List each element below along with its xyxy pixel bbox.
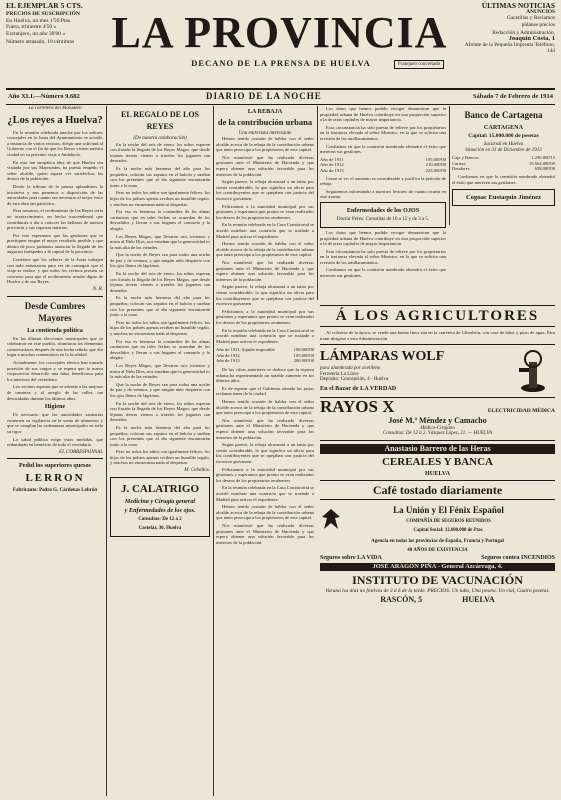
article-paragraph: Es la noche más hermosa del año para los pequeños; colocan sus zapatos en el balcón y sueñan con los presentes que al día siguiente encontrarán junto a la cuna.: [110, 165, 210, 188]
table-cell: 195.000'00: [293, 352, 314, 358]
ad-line: COMPAÑÍA DE SEGUROS REUNIDOS: [406, 518, 491, 524]
article-paragraph: Que la noche de Reyes sea para todos una noche de paz y de ventura, y que ningún niño despierte con los ojos llenos de lágrimas.: [110, 381, 210, 398]
article-headline: ¿Los reyes a Huelva?: [7, 114, 103, 126]
ad-hours: Consultas: De 12 á 2: [138, 516, 182, 522]
article-paragraph: En la reunión celebrada anoche por los señores concejales en la Junta del Ayuntamiento se acordó, a instancia de varios vecinos, dirigir una solicitud al Gobierno con el fin de que los Reyes visiten nuestra ciudad en su próximo viaje a Andalucía.: [7, 129, 103, 157]
article-paragraph: La salud pública exige estas medidas, que redundarán en beneficio de todo el vecindario.: [7, 436, 103, 448]
ad-line: Doctor Pérez. Consultas de 10 a 12 y de 3 a 5.: [336, 216, 430, 222]
article-paragraph: De las cifras anteriores se deduce que la riqueza urbana ha experimentado un notable aumento en los últimos años.: [216, 367, 314, 384]
article-paragraph: Pero no todos los niños son igualmente felices: los hijos de los pobres apenas reciben un humilde regalo, y muchos no encuentran nada al despertar.: [110, 190, 210, 207]
article-paragraph: En la noche del seis de enero, los niños esperan con ilusión la llegada de los Reyes Magos, que desde lejanas tierras vienen a traerles los juguetes tan deseados.: [110, 400, 210, 423]
ad-line: Consultas: De 12 á 2. Vázquez López, 21. — HUELVA: [382, 431, 493, 437]
ad-line: 40 AÑOS DE EXISTENCIA: [407, 547, 468, 553]
table-cell: 658.000'00: [534, 166, 555, 172]
franqueo-stamp: Franqueo concertado: [394, 60, 444, 69]
table-cell: Año de 1912: [320, 162, 344, 168]
newspaper-title: LA PROVINCIA: [111, 8, 448, 57]
table-cell: Año de 1913: [216, 358, 240, 364]
table-cell: 190.000'00: [293, 347, 314, 353]
ad-brand: LERRON: [25, 472, 85, 485]
back-issues-note: Número atrasado, 10 céntimos: [6, 39, 75, 46]
article-kicker: Higiene: [44, 403, 66, 411]
newspaper-subtitle: DECANO DE LA PRENSA DE HUELVA: [191, 58, 371, 68]
lamp-illustration-icon: [511, 348, 555, 394]
divider: [320, 499, 555, 500]
ad-line: Depósito: Concepción, 4 - Huelva: [320, 377, 389, 383]
article-paragraph: Nos manifestó que ha realizado diversas gestiones ante el Ministerio de Hacienda y que espera obtener una solución favorable para los intereses de la población.: [216, 522, 314, 545]
subscription-line: Fuera, trimestre 4'50 »: [6, 24, 57, 31]
ads-line: pídanse precios: [521, 21, 555, 28]
article-paragraph: Desde la tribuna de la prensa aplaudimos la iniciativa y nos ponemos a disposición de las autoridades para cuanto sea necesario al mejor éxito de esta obra tan patriótica.: [7, 183, 103, 206]
doctor-ad: [110, 477, 210, 537]
bank-line: Situación en 31 de Diciembre de 1913: [465, 147, 542, 153]
column-rule: [106, 106, 107, 796]
table-cell: Deudores: [452, 166, 470, 172]
table-row: [320, 168, 446, 174]
article-paragraph: Hemos tenido ocasión de hablar con el señor alcalde acerca de la rebaja de la contribución urbana que tanto preocupa a los propietarios de esta capital.: [216, 136, 314, 153]
article-paragraph: Para nosotros, el recibimiento de los Reyes sería un acontecimiento, un hecho trascendental que contribuiría a dar a conocer las bellezas de nuestra provincia y sus riquezas mineras.: [7, 208, 103, 231]
divider: [320, 344, 555, 345]
article-paragraph: Los datos que hemos podido recoger demuestran que la propiedad urbana de Huelva contribuye en una proporción superior a la de otras capitales de mayor importancia.: [320, 229, 446, 247]
ad-title: Pedid los superiores quesos: [19, 462, 91, 470]
bank-capital: Capital: 15.000.000 de pesetas: [468, 133, 539, 139]
article-paragraph: Pero no todos los niños son igualmente felices: los hijos de los pobres apenas reciben un humilde regalo, y muchos no encuentran nada al despertar.: [110, 449, 210, 466]
article-paragraph: Según parece, la rebaja alcanzará a un tanto por ciento considerable, lo que significa un alivio para los contribuyentes que se quejaban con justicia del excesivo gravamen.: [216, 179, 314, 202]
article-kicker: LA REBAJA: [247, 108, 283, 115]
cognac-ad: [452, 189, 555, 206]
admin-label: Redacción y Administración,: [492, 29, 555, 36]
article-paragraph: Esta circunstancia ha sido puesta de relieve por los propietarios en la instancia elevada al señor Ministro, en la que se solicita una revisión de los amillaramientos.: [320, 124, 446, 141]
ad-footer: RASCÓN, 5 HUELVA: [380, 595, 495, 605]
ad-title: J. CALATRIGO: [120, 482, 200, 495]
issue-date: Sábado 7 de Febrero de 1914: [472, 93, 553, 100]
table-cell: 225.000'00: [425, 167, 446, 173]
article-paragraph: Nos manifestó que ha realizado diversas gestiones ante el Ministerio de Hacienda y que espera obtener una solución favorable para los intereses de la población.: [216, 259, 314, 282]
phoenix-emblem-icon: [320, 507, 342, 531]
ad-headline: LÁMPARAS WOLF: [320, 349, 445, 365]
ad-line: Seguros sobre LA VIDA: [320, 554, 382, 561]
ad-body: Vacuna los días no festivos de 3 á 6 de la tarde. PRECIOS: Un tubo, Una peseta. Un vial, Cuatro pesetas.: [325, 587, 550, 594]
ad-agent: JOSÉ ARAGÓN PIÑA - General Azcárraga, 4.: [320, 563, 555, 571]
article-paragraph: Pero no todos los niños son igualmente felices: los hijos de los pobres apenas reciben un humilde regalo, y muchos no encuentran nada al despertar.: [110, 319, 210, 336]
article-paragraph: Los Reyes Magos, que llevaron oro, incienso y mirra al Niño Dios, nos enseñan que la generosidad es la más alta de las virtudes.: [110, 362, 210, 380]
ad-line: Medicina y Cirugía general: [124, 497, 196, 505]
article-paragraph: En la reunión celebrada en la Casa Consistorial se acordó nombrar una comisión que se traslade a Madrid para activar el expediente.: [216, 222, 314, 239]
divider: [320, 440, 555, 441]
insurance-types: [320, 556, 555, 562]
table-cell: Año de 1911: [320, 156, 344, 162]
table-row: [452, 166, 555, 172]
column-rule: [317, 106, 318, 300]
admin-phone: Afrente de la Pequeña Imprenta Teléfono, 144: [464, 42, 555, 55]
bank-subtitle: CARTAGENA: [483, 124, 524, 131]
article-paragraph: Los vecinos esperan que se atienda a las mejoras de caminos y al arreglo de las calles, tan descuidadas durante los últimos años.: [7, 384, 103, 401]
article-paragraph: Nos manifestó que ha realizado diversas gestiones ante el Ministerio de Hacienda y que espera obtener una solución favorable para los intereses de la población.: [216, 154, 314, 177]
article-paragraph: Por eso es hermosa la costumbre de las almas caritativas que en tales fechas se acuerdan de los desvalidos y llevan a sus hogares el consuelo y la alegría.: [110, 209, 210, 231]
ad-line: Seguros contra INCENDIOS: [481, 554, 555, 561]
article-paragraph: Seguiremos informando a nuestros lectores de cuanto ocurra en este asunto.: [320, 188, 446, 200]
column-5: [452, 106, 555, 225]
ad-line: Médico-Cirujano: [420, 425, 455, 431]
article-signature: M. Ceballos.: [184, 468, 210, 474]
ad-body: Al volverse de la época, se vende una buena finca sita en la carretera de Gibraleón, con casa de labor y pozo de agua. Para tratar dirigirse a esta Administración.: [320, 330, 555, 341]
ad-headline: Á LOS AGRICULTORES: [320, 305, 555, 327]
ad-headline: Café tostado diariamente: [372, 482, 503, 497]
article-kicker: La carretera del Matadero: [28, 106, 82, 111]
divider: [7, 458, 103, 459]
article-paragraph: Como se ve, el aumento es considerable y justifica la petición de rebaja.: [320, 175, 446, 187]
article-paragraph: Hemos tenido ocasión de hablar con el señor alcalde acerca de la rebaja de la contribución urbana que tanto preocupa a los propietarios de esta capital.: [216, 399, 314, 416]
ad-line: ELECTRICIDAD MÉDICA: [487, 408, 555, 415]
ad-line: Capital Social: 12.000.000 de Ptas.: [413, 527, 484, 533]
masthead-left: [6, 3, 96, 45]
ad-line: Fabricante: Pedro G. Cárdenas Lebrón: [12, 488, 98, 494]
ad-line: para alumbrado por acetileno: [320, 366, 381, 372]
subscription-line: Extranjero, un año 30'00 »: [6, 30, 66, 37]
article-paragraph: Confiamos en que la comisión nombrada obtendrá el éxito que merecen sus gestiones.: [452, 173, 555, 185]
article-paragraph: Es necesario que las autoridades sanitarias extremen su vigilancia en la venta de alimentos y que se cumplan las ordenanzas municipales en todo su rigor.: [7, 412, 103, 434]
article-paragraph: En la reunión celebrada en la Casa Consistorial se acordó nombrar una comisión que se traslade a Madrid para activar el expediente.: [216, 327, 314, 344]
ad-headline: La Unión y El Fénix Español: [393, 504, 504, 515]
table-cell: Caja y Bancos: [452, 155, 479, 161]
article-paragraph: Según parece, la rebaja alcanzará a un tanto por ciento considerable, lo que significa un alivio para los contribuyentes que se quejaban con justicia del excesivo gravamen.: [216, 284, 314, 307]
article-paragraph: En las últimas elecciones municipales que se celebraron en este pueblo, triunfaron los elementos conservadores después de una lucha reñida, que dio lugar a muchos comentarios en la localidad.: [7, 335, 103, 358]
admin-name: Joaquín Costa, 1: [508, 35, 555, 43]
divider: [7, 296, 103, 297]
table-cell: Año de 1913: [320, 167, 344, 173]
article-paragraph: Es la noche más hermosa del año para los pequeños; colocan sus zapatos en el balcón y sueñan con los presentes que al día siguiente encontrarán junto a la cuna.: [110, 295, 210, 318]
article-paragraph: Por eso es hermosa la costumbre de las almas caritativas que en tales fechas se acuerdan de los desvalidos y llevan a sus hogares el consuelo y la alegría.: [110, 338, 210, 361]
article-paragraph: En la noche del seis de enero, los niños esperan con ilusión la llegada de los Reyes Magos, que desde lejanas tierras vienen a traerles los juguetes tan deseados.: [110, 141, 210, 164]
article-subkicker: Una entrevista interesante: [238, 130, 292, 136]
table-cell: 195.000'00: [425, 156, 446, 162]
rayos-ad: [320, 397, 555, 417]
column-4: [320, 106, 446, 300]
subscription-title: PRECIOS DE SUSCRIPCIÓN: [6, 11, 80, 18]
article-paragraph: Nos manifestó que ha realizado diversas gestiones ante el Ministerio de Hacienda y que espera obtener una solución favorable para los intereses de la población.: [216, 417, 314, 440]
column-rule: [213, 106, 214, 796]
article-paragraph: Actualmente, los concejales electos han tomado posesión de sus cargos y se espera que la nueva corporación desarrolle una labor beneficiosa para los intereses del vecindario.: [7, 360, 103, 382]
article-paragraph: Felicitamos a la autoridad municipal por sus gestiones y esperamos que pronto se vean realizados los deseos de los propietarios onubenses.: [216, 308, 314, 325]
article-paragraph: Felicitamos a la autoridad municipal por sus gestiones y esperamos que pronto se vean realizados los deseos de los propietarios onubenses.: [216, 203, 314, 220]
ad-line: Ferretería La Llave: [320, 371, 359, 377]
article-paragraph: Por esto esperamos que las gestiones que se practiquen tengan el mejor resultado posible y que dentro de poco podamos anunciar la llegada de los augustos huéspedes a la capital de la provincia.: [7, 232, 103, 255]
article-paragraph: Es de esperar que el Gobierno atienda las justas reclamaciones de la ciudad.: [216, 385, 314, 397]
dateline: [6, 88, 555, 105]
ad-headline: Anastasio Barrero de las Heras: [320, 444, 555, 454]
article-kicker: La contienda política: [27, 326, 83, 334]
insurance-ad: [320, 503, 555, 536]
table-row: [216, 358, 314, 364]
edition-label: DIARIO DE LA NOCHE: [206, 91, 322, 101]
bank-line: Sucursal en Huelva: [483, 142, 524, 147]
article-paragraph: Que la noche de Reyes sea para todos una noche de paz y de ventura, y que ningún niño despierte con los ojos llenos de lágrimas.: [110, 252, 210, 269]
article-kicker: (De nuestra colaboración): [133, 136, 187, 141]
table-cell: 1.290.000'15: [531, 155, 555, 161]
article-signature: EL CORRESPONSAL: [59, 449, 103, 455]
issue-number: Año XLI.—Número 9.682: [8, 93, 80, 100]
article-paragraph: Según parece, la rebaja alcanzará a un tanto por ciento considerable, lo que significa un alivio para los contribuyentes que se quejaban con justicia del excesivo gravamen.: [216, 442, 314, 464]
lamp-ad: [320, 348, 555, 394]
article-paragraph: Conviene que los señores de la Junta trabajen con todo entusiasmo para ver de conseguir que el viaje se realice, y que todos los vecinos presten su concurso para que el recibimiento resulte digno de Huelva y de sus Reyes.: [7, 257, 103, 285]
article-signature: N. R.: [92, 287, 103, 293]
column-1: [7, 106, 103, 796]
article-headline: de la contribución urbana: [217, 117, 313, 127]
ad-line: En el Bazar de LA VERDAD: [320, 384, 397, 392]
table-cell: 210.000'00: [425, 162, 446, 168]
article-paragraph: Confiamos en que la comisión nombrada obtendrá el éxito que merecen sus gestiones.: [320, 143, 446, 155]
article-paragraph: Felicitamos a la autoridad municipal por sus gestiones y esperamos que pronto se vean realizados los deseos de los propietarios onubenses.: [216, 466, 314, 483]
ad-line: Agencia en todas las provincias de España, Francia y Portugal: [371, 538, 504, 544]
ads-block: [320, 302, 555, 796]
ads-line: Gacetillas y Reclamos: [506, 15, 555, 22]
article-paragraph: En esta tan simpática idea de que Huelva sea visitada por sus Majestades, ha puesto empeño el señor alcalde, quien espera ver satisfechos los deseos de la población.: [7, 159, 103, 182]
table-cell: Año de 1912: [216, 352, 240, 358]
table-cell: Cartera: [452, 160, 466, 166]
article-headline: EL REGALO DE LOS REYES: [120, 110, 200, 131]
article-headline: Desde Cumbres Mayores: [24, 300, 86, 323]
subscription-line: En Huelva, un mes 1'50 Ptas.: [6, 17, 72, 24]
masthead-right: [459, 3, 555, 55]
ad-title: Enfermedades de los OJOS: [346, 206, 420, 214]
column-rule: [449, 106, 450, 225]
article-paragraph: En la reunión celebrada en la Casa Consistorial se acordó nombrar una comisión que se traslade a Madrid para activar el expediente.: [216, 485, 314, 502]
table-cell: Año de 1911, líquido imponible: [216, 347, 275, 353]
article-paragraph: Es la noche más hermosa del año para los pequeños; colocan sus zapatos en el balcón y sueñan con los presentes que al día siguiente encontrarán junto a la cuna.: [110, 424, 210, 447]
ad-doctor: José M.ª Méndez y Camacho: [388, 415, 487, 425]
ad-line: HUELVA: [424, 469, 451, 477]
article-paragraph: En la noche del seis de enero, los niños esperan con ilusión la llegada de los Reyes Magos, que desde lejanas tierras vienen a traerles los juguetes tan deseados.: [110, 271, 210, 293]
article-paragraph: Los datos que hemos podido recoger demuestran que la propiedad urbana de Huelva contribuye en una proporción superior a la de otras capitales de mayor importancia.: [320, 106, 446, 123]
article-paragraph: Hemos tenido ocasión de hablar con el señor alcalde acerca de la rebaja de la contribución urbana que tanto preocupa a los propietarios de esta capital.: [216, 241, 314, 258]
figures-table: [320, 157, 446, 174]
ad-title: Cognac Eustaquio Jiménez: [465, 194, 542, 202]
ad-headline: INSTITUTO DE VACUNACIÓN: [352, 572, 523, 587]
masthead: [6, 0, 555, 86]
article-paragraph: Esta circunstancia ha sido puesta de relieve por los propietarios en la instancia elevada al señor Ministro, en la que se solicita una revisión de los amillaramientos.: [320, 248, 446, 265]
column-2: [110, 106, 210, 796]
article-paragraph: Los Reyes Magos, que llevaron oro, incienso y mirra al Niño Dios, nos enseñan que la generosidad es la más alta de las virtudes.: [110, 233, 210, 250]
ad-address: Castelar, 30. Huelva: [138, 525, 182, 531]
table-cell: 10.564.000'00: [528, 160, 555, 166]
ad-headline: CEREALES Y BANCA: [381, 455, 494, 468]
column-3: [216, 106, 314, 796]
eye-doctor-ad: [320, 202, 446, 228]
ads-label: ANUNCIOS: [526, 9, 555, 16]
latest-news-title: ÚLTIMAS NOTICIAS: [481, 1, 555, 10]
figures-table: [216, 347, 314, 364]
issue-price: EL EJEMPLAR 5 CTS.: [6, 1, 83, 10]
bank-table: [452, 155, 555, 172]
article-paragraph: Confiamos en que la comisión nombrada obtendrá el éxito que merecen sus gestiones.: [320, 267, 446, 279]
table-cell: 200.000'00: [293, 358, 314, 364]
article-paragraph: Hemos tenido ocasión de hablar con el señor alcalde acerca de la rebaja de la contribución urbana que tanto preocupa a los propietarios de esta capital.: [216, 504, 314, 521]
divider: [320, 480, 555, 481]
ad-line: y Enfermedades de los ojos.: [124, 506, 196, 514]
bank-title: Banco de Cartagena: [464, 110, 543, 120]
ad-headline: RAYOS X: [320, 397, 395, 417]
